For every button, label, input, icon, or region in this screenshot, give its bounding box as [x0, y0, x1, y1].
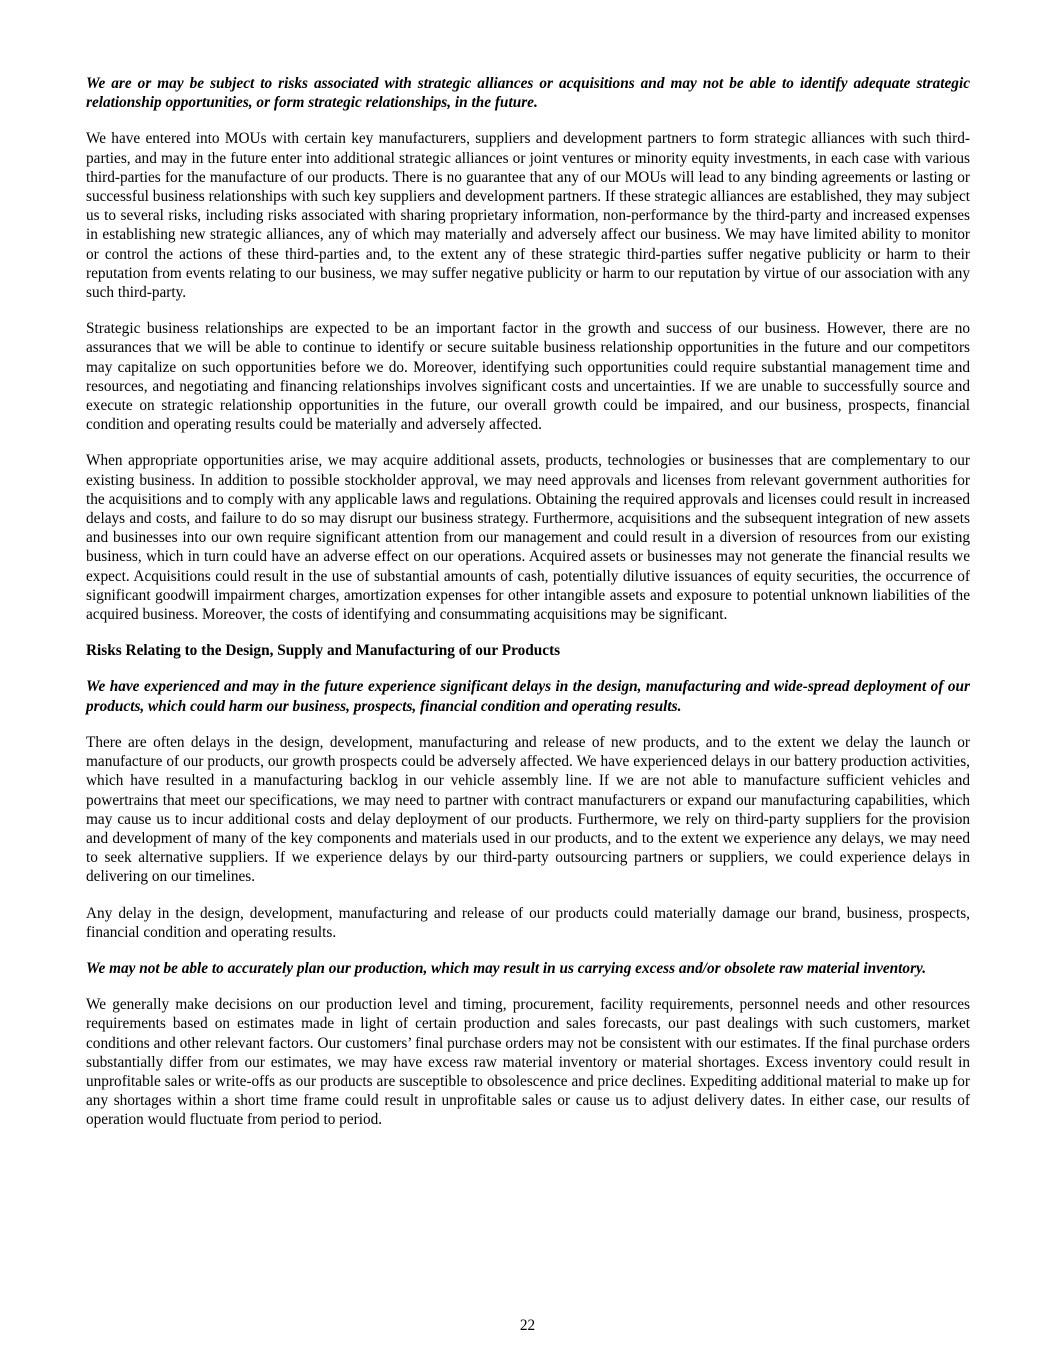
document-body	[86, 74, 970, 1147]
risk-heading-delays: We have experienced and may in the future experience significant delays in the design, manufacturing and wide-spread deployment of our products, which could harm our business, prospects, financial condition and operating results.	[86, 678, 970, 715]
paragraph-acquisitions: When appropriate opportunities arise, we may acquire additional assets, products, technologies or businesses that are complementary to our existing business. In addition to possible stockholder approval, we may need approvals and licenses from relevant government authorities for the acquisitions and to comply with any applicable laws and regulations. Obtaining the required approvals and licenses could result in increased delays and costs, and failure to do so may disrupt our business strategy. Furthermore, acquisitions and the subsequent integration of new assets and businesses into our own require significant attention from our management and could result in a diversion of resources from our existing business, which in turn could have an adverse effect on our operations. Acquired assets or businesses may not generate the financial results we expect. Acquisitions could result in the use of substantial amounts of cash, potentially dilutive issuances of equity securities, the occurrence of significant goodwill impairment charges, amortization expenses for other intangible assets and exposure to potential unknown liabilities of the acquired business. Moreover, the costs of identifying and consummating acquisitions may be significant.	[86, 452, 970, 624]
page-number: 22	[519, 1317, 536, 1334]
risk-heading-production-planning: We may not be able to accurately plan our production, which may result in us carrying excess and/or obsolete raw material inventory.	[86, 959, 927, 977]
paragraph-strategic-relationships: Strategic business relationships are expected to be an important factor in the growth and success of our business. However, there are no assurances that we will be able to continue to identify or secure suitable business relationship opportunities in the future and our competitors may capitalize on such opportunities before we do. Moreover, identifying such opportunities could require substantial management time and resources, and negotiating and financing relationships involves significant costs and uncertainties. If we are unable to successfully source and execute on strategic relationship opportunities in the future, our overall growth could be impaired, and our business, prospects, financial condition and operating results could be materially and adversely affected.	[86, 320, 970, 434]
section-heading-design-supply-manufacturing: Risks Relating to the Design, Supply and Manufacturing of our Products	[86, 642, 561, 660]
risk-heading-strategic-alliances: We are or may be subject to risks associated with strategic alliances or acquisitions and may not be able to identify adequate strategic relationship opportunities, or form strategic relationships, in the future.	[86, 75, 970, 112]
paragraph-mous: We have entered into MOUs with certain key manufacturers, suppliers and development partners to form strategic alliances with such third-parties, and may in the future enter into additional strategic alliances or joint ventures or minority equity investments, in each case with various third-parties for the manufacture of our products. There is no guarantee that any of our MOUs will lead to any binding agreements or lasting or successful business relationships with such key suppliers and development partners. If these strategic alliances are established, they may subject us to several risks, including risks associated with sharing proprietary information, non-performance by the third-party and increased expenses in establishing new strategic alliances, any of which may materially and adversely affect our business. We may have limited ability to monitor or control the actions of these third-parties and, to the extent any of these strategic third-parties suffer negative publicity or harm to their reputation from events relating to our business, we may suffer negative publicity or harm to our reputation by virtue of our association with any such third-party.	[86, 130, 970, 302]
paragraph-delays: There are often delays in the design, development, manufacturing and release of new products, and to the extent we delay the launch or manufacture of our products, our growth prospects could be adversely affected. We have experienced delays in our battery production activities, which have resulted in a manufacturing backlog in our vehicle assembly line. If we are not able to manufacture sufficient vehicles and powertrains that meet our specifications, we may need to partner with contract manufacturers or expand our manufacturing capabilities, which may cause us to incur additional costs and delay deployment of our products. Furthermore, we rely on third-party suppliers for the provision and development of many of the key components and materials used in our products, and to the extent we experience any delays, we may need to seek alternative suppliers. If we experience delays by our third-party outsourcing partners or suppliers, we could experience delays in delivering on our timelines.	[86, 733, 970, 886]
paragraph-production-planning: We generally make decisions on our production level and timing, procurement, facility requirements, personnel needs and other resources requirements based on estimates made in light of certain production and sales forecasts, our past dealings with such customers, market conditions and other relevant factors. Our customers’ final purchase orders may not be consistent with our estimates. If the final purchase orders substantially differ from our estimates, we may have excess raw material inventory or material shortages. Excess inventory could result in unprofitable sales or write-offs as our products are susceptible to obsolescence and price declines. Expediting additional material to make up for any shortages within a short time frame could result in unprofitable sales or cause us to adjust delivery dates. In either case, our results of operation would fluctuate from period to period.	[86, 996, 970, 1129]
paragraph-delay-damage: Any delay in the design, development, manufacturing and release of our products could materially damage our brand, business, prospects, financial condition and operating results.	[86, 904, 970, 941]
